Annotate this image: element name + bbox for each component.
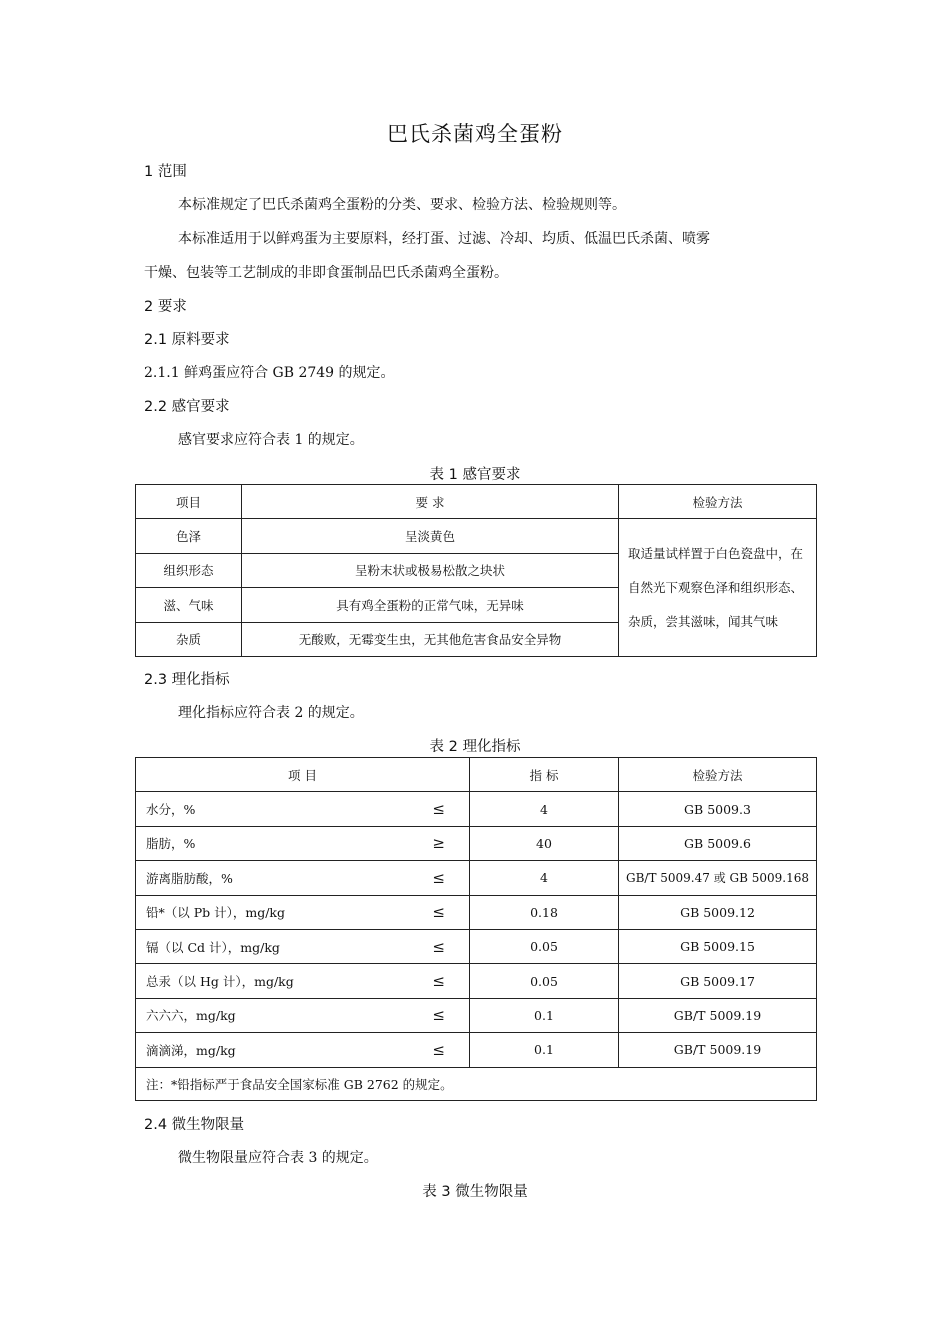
table-caption: 表 1 感官要求 [429, 467, 521, 483]
table-cell: 无酸败，无霉变生虫，无其他危害食品安全异物 [242, 622, 619, 656]
item-label: 六六六，mg/kg [146, 1008, 236, 1024]
table-cell: GB 5009.12 [619, 895, 817, 929]
physicochemical-table [135, 757, 817, 1101]
item-label: 铅*（以 Pb 计），mg/kg [146, 905, 286, 921]
table-cell: 呈粉末状或极易松散之块状 [242, 553, 619, 587]
table-cell: GB 5009.15 [619, 929, 817, 963]
table-row [136, 792, 817, 826]
table-cell: 0.1 [470, 998, 619, 1032]
table-cell: 0.05 [470, 964, 619, 998]
table-cell: 4 [470, 861, 619, 895]
item-label: 水分，% [146, 802, 196, 818]
paragraph: 本标准规定了巴氏杀菌鸡全蛋粉的分类、要求、检验方法、检验规则等。 [178, 197, 626, 213]
table-header: 检验方法 [619, 485, 817, 519]
paragraph: 2.1.1 鲜鸡蛋应符合 GB 2749 的规定。 [144, 365, 395, 381]
table-cell: 40 [470, 826, 619, 860]
table-header: 指 标 [470, 758, 619, 792]
table-cell: 0.1 [470, 1033, 619, 1067]
table-cell: 滋、气味 [136, 588, 242, 622]
table-header: 项目 [136, 485, 242, 519]
comparison-sign: ≤ [432, 800, 445, 819]
table-header: 要 求 [242, 485, 619, 519]
paragraph: 干燥、包装等工艺制成的非即食蛋制品巴氏杀菌鸡全蛋粉。 [144, 265, 508, 281]
paragraph: 微生物限量应符合表 3 的规定。 [178, 1150, 378, 1166]
table-cell: GB/T 5009.47 或 GB 5009.168 [619, 861, 817, 895]
table-caption: 表 3 微生物限量 [422, 1184, 528, 1200]
table-cell: GB 5009.17 [619, 964, 817, 998]
table-cell: GB/T 5009.19 [619, 998, 817, 1032]
table-cell: 组织形态 [136, 553, 242, 587]
paragraph: 理化指标应符合表 2 的规定。 [178, 705, 364, 721]
table-cell: GB 5009.6 [619, 826, 817, 860]
table-cell: 0.05 [470, 929, 619, 963]
item-label: 总汞（以 Hg 计），mg/kg [146, 974, 294, 990]
item-label: 镉（以 Cd 计），mg/kg [146, 939, 280, 955]
comparison-sign: ≤ [432, 868, 445, 887]
comparison-sign: ≤ [432, 937, 445, 956]
table-cell: GB 5009.3 [619, 792, 817, 826]
section-heading-requirements: 2 要求 [144, 299, 187, 315]
item-label: 脂肪，% [146, 836, 196, 852]
section-heading-physicochemical: 2.3 理化指标 [144, 672, 230, 688]
table-cell: 具有鸡全蛋粉的正常气味，无异味 [242, 588, 619, 622]
table-caption: 表 2 理化指标 [429, 739, 521, 755]
table-row [136, 895, 817, 929]
table-header: 项 目 [136, 758, 470, 792]
table-note: 注：*铅指标严于食品安全国家标准 GB 2762 的规定。 [136, 1067, 817, 1100]
table-row [136, 929, 817, 963]
paragraph: 感官要求应符合表 1 的规定。 [178, 432, 364, 448]
sensory-table [135, 484, 817, 657]
table-row [136, 826, 817, 860]
table-header: 检验方法 [619, 758, 817, 792]
table-row [136, 998, 817, 1032]
comparison-sign: ≥ [432, 834, 445, 853]
table-cell: 4 [470, 792, 619, 826]
table-cell-method: 取适量试样置于白色瓷盘中，在自然光下观察色泽和组织形态、杂质，尝其滋味，闻其气味 [619, 519, 817, 657]
section-heading-scope: 1 范围 [144, 164, 187, 180]
table-cell: 色泽 [136, 519, 242, 553]
comparison-sign: ≤ [432, 972, 445, 991]
table-cell: GB/T 5009.19 [619, 1033, 817, 1067]
item-label: 滴滴涕，mg/kg [146, 1042, 236, 1058]
section-heading-microbial: 2.4 微生物限量 [144, 1117, 245, 1133]
table-row [136, 861, 817, 895]
table-cell: 0.18 [470, 895, 619, 929]
comparison-sign: ≤ [432, 903, 445, 922]
page-title: 巴氏杀菌鸡全蛋粉 [387, 122, 563, 146]
paragraph: 本标准适用于以鲜鸡蛋为主要原料，经打蛋、过滤、冷却、均质、低温巴氏杀菌、喷雾 [178, 231, 710, 247]
item-label: 游离脂肪酸，% [146, 870, 233, 886]
section-heading-sensory: 2.2 感官要求 [144, 399, 230, 415]
section-heading-raw-materials: 2.1 原料要求 [144, 332, 230, 348]
comparison-sign: ≤ [432, 1006, 445, 1025]
table-row [136, 964, 817, 998]
table-cell: 呈淡黄色 [242, 519, 619, 553]
table-cell: 杂质 [136, 622, 242, 656]
comparison-sign: ≤ [432, 1040, 445, 1059]
table-row [136, 1033, 817, 1067]
